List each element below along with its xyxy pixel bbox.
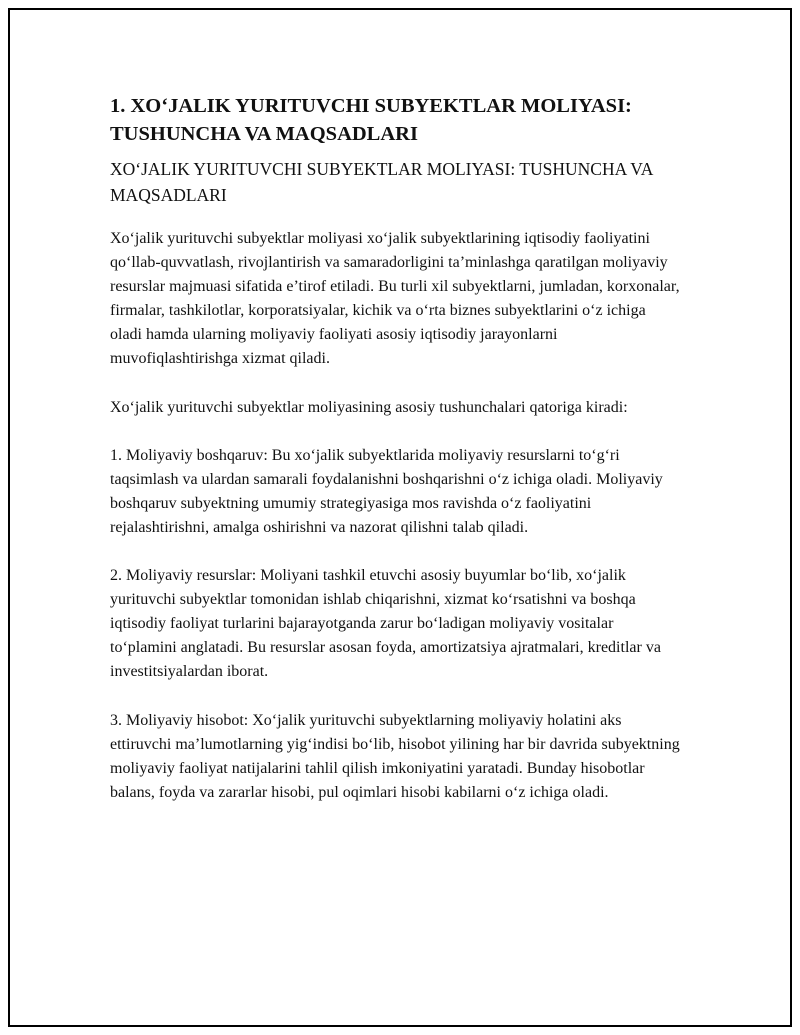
paragraph-financial-resources: 2. Moliyaviy resurslar: Moliyani tashkil etuvchi asosiy buyumlar bo‘lib, xo‘jalik yurituvchi subyektlar tomonidan ishlab chiqarishni, xizmat ko‘rsatishni va boshqa iqtisodiy faoliyat turlarini bajarayotganda zarur bo‘ladigan moliyaviy vositalar to‘plamini anglatadi. Bu resurslar asosan foyda, amortizatsiya ajratmalari, kreditlar va investitsiyalardan iborat.	[110, 567, 661, 681]
paragraph-intro: Xo‘jalik yurituvchi subyektlar moliyasi xo‘jalik subyektlarining iqtisodiy faoliyatini qo‘llab-quvvatlash, rivojlantirish va samaradorligini ta’minlashga qaratilgan moliyaviy resurslar majmuasi sifatida e’tirof etiladi. Bu turli xil subyektlarni, jumladan, korxonalar, firmalar, tashkilotlar, korporatsiyalar, kichik va o‘rta biznes subyektlarini o‘z ichiga oladi hamda ularning moliyaviy faoliyati asosiy iqtisodiy jarayonlarni muvofiqlashtirishga xizmat qiladi.	[110, 230, 680, 368]
document-body	[110, 92, 680, 829]
paragraph-financial-reporting: 3. Moliyaviy hisobot: Xo‘jalik yurituvchi subyektlarning moliyaviy holatini aks ettiruvchi ma’lumotlarning yig‘indisi bo‘lib, hisobot yilining har bir davrida subyektning moliyaviy faoliyat natijalarini tahlil qilish imkoniyatini yaratadi. Bunday hisobotlar balans, foyda va zararlar hisobi, pul oqimlari hisobi kabilarni o‘z ichiga oladi.	[110, 711, 680, 801]
document-title: 1. XO‘JALIK YURITUVCHI SUBYEKTLAR MOLIYASI: TUSHUNCHA VA MAQSADLARI	[110, 95, 632, 145]
document-subtitle: XO‘JALIK YURITUVCHI SUBYEKTLAR MOLIYASI: TUSHUNCHA VA MAQSADLARI	[110, 159, 653, 205]
paragraph-financial-management: 1. Moliyaviy boshqaruv: Bu xo‘jalik subyektlarida moliyaviy resurslarni to‘g‘ri taqsimlash va ulardan samarali foydalanishni boshqarishni o‘z ichiga oladi. Moliyaviy boshqaruv subyektning umumiy strategiyasiga mos ravishda o‘z faoliyatini rejalashtirishni, amalga oshirishni va nazorat qilishni talab qiladi.	[110, 446, 663, 536]
paragraph-concepts-lead: Xo‘jalik yurituvchi subyektlar moliyasining asosiy tushunchalari qatoriga kiradi:	[110, 398, 628, 416]
